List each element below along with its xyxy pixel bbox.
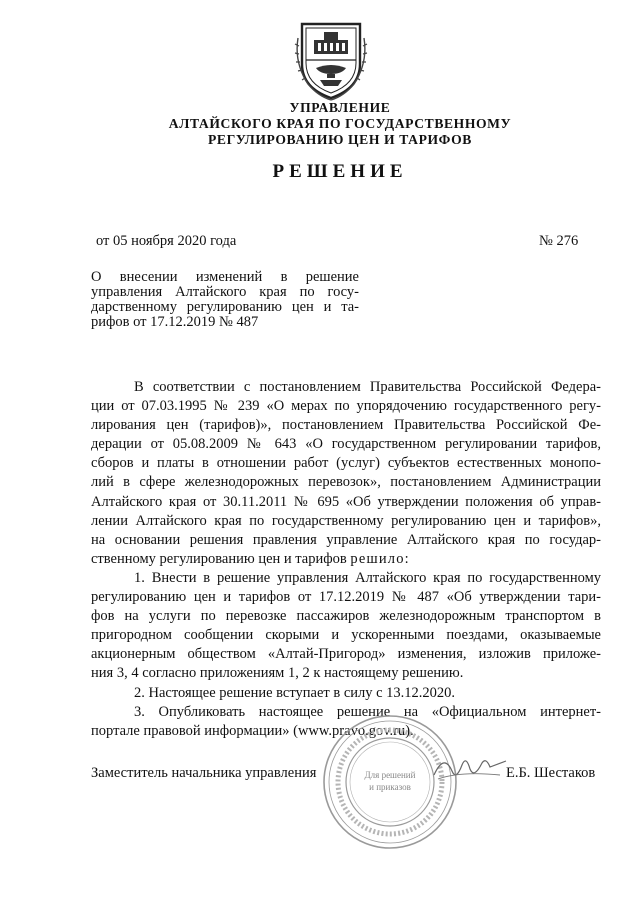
body-line: 1. Внести в решение управления Алтайского края по государственному (134, 569, 601, 586)
handwritten-signature (430, 745, 510, 790)
body-line: 2. Настоящее решение вступает в силу с 13.12.2020. (134, 684, 456, 701)
body-line: на основании решения правления управление Алтайского края по государ- (91, 531, 601, 548)
body-line: регулированию цен и тарифов от 17.12.2019 № 487 «Об утверждении тари- (91, 589, 601, 606)
body-line: портале правовой информации» (www.pravo.gov.ru). (91, 722, 414, 739)
body-line: лий в сфере железнодорожных перевозок», постановлением Администрации (91, 474, 601, 491)
body-line: лении Алтайского края по государственному регулированию цен и тарифов», (91, 512, 601, 529)
signatory-title: Заместитель начальника управления (91, 765, 317, 781)
body-line: фов на услуги по перевозке пассажиров железнодорожным транспортом в (91, 608, 601, 625)
body-line: 3. Опубликовать настоящее решение на «Официальном интернет- (134, 703, 601, 720)
body-line: пригородном сообщении скорыми и ускоренными поездами, оказываемые (91, 627, 601, 644)
stamp-text-line-2: и приказов (369, 782, 411, 792)
body-line: акционерным обществом «Алтай-Пригород» изменения, изложив приложе- (91, 646, 601, 663)
preamble-paragraph (91, 378, 601, 569)
subject-line: управления Алтайского края по госу- (91, 284, 359, 300)
header-line-2: АЛТАЙСКОГО КРАЯ ПО ГОСУДАРСТВЕННОМУ (168, 116, 512, 131)
document-number: № 276 (539, 233, 579, 249)
body-line: сборов и платы в отношении работ (услуг) субъектов естественных монопо- (91, 455, 601, 472)
body-line: ции от 07.03.1995 № 239 «О мерах по упорядочению государственного регу- (91, 398, 601, 415)
body-line-colon: : (404, 550, 409, 567)
subject-line: О внесении изменений в решение (91, 269, 359, 285)
document-subject (91, 270, 359, 330)
subject-line: рифов от 17.12.2019 № 487 (91, 314, 259, 330)
item-2-paragraph (91, 684, 601, 703)
body-line: В соответствии с постановлением Правительства Российской Федера- (134, 379, 601, 395)
body-line: Алтайского края от 30.11.2011 № 695 «Об утверждении положения об управ- (91, 493, 601, 510)
body-line: дерации от 05.08.2009 № 643 «О государственном регулировании тарифов, (91, 436, 601, 453)
body-line-text: ственному регулированию цен и тарифов (91, 550, 351, 567)
coat-of-arms-icon (294, 18, 368, 102)
resolved-word: решило (350, 550, 405, 567)
header-line-3: РЕГУЛИРОВАНИЮ ЦЕН И ТАРИФОВ (208, 132, 472, 147)
signatory-name: Е.Б. Шестаков (506, 765, 596, 781)
subject-line: дарственному регулированию цен и та- (91, 299, 359, 315)
body-line (91, 550, 601, 569)
authority-header (60, 100, 620, 148)
document-body (91, 378, 601, 741)
document-type-title: РЕШЕНИЕ (272, 161, 408, 182)
item-1-paragraph (91, 569, 601, 684)
header-line-1: УПРАВЛЕНИЕ (289, 100, 391, 115)
stamp-text-line-1: Для решений (364, 770, 416, 780)
body-line: ния 3, 4 согласно приложениям 1, 2 к настоящему решению. (91, 665, 464, 682)
body-line: лирования цен (тарифов)», постановлением Правительства Российской Фе- (91, 417, 601, 434)
document-date: от 05 ноября 2020 года (96, 233, 237, 249)
